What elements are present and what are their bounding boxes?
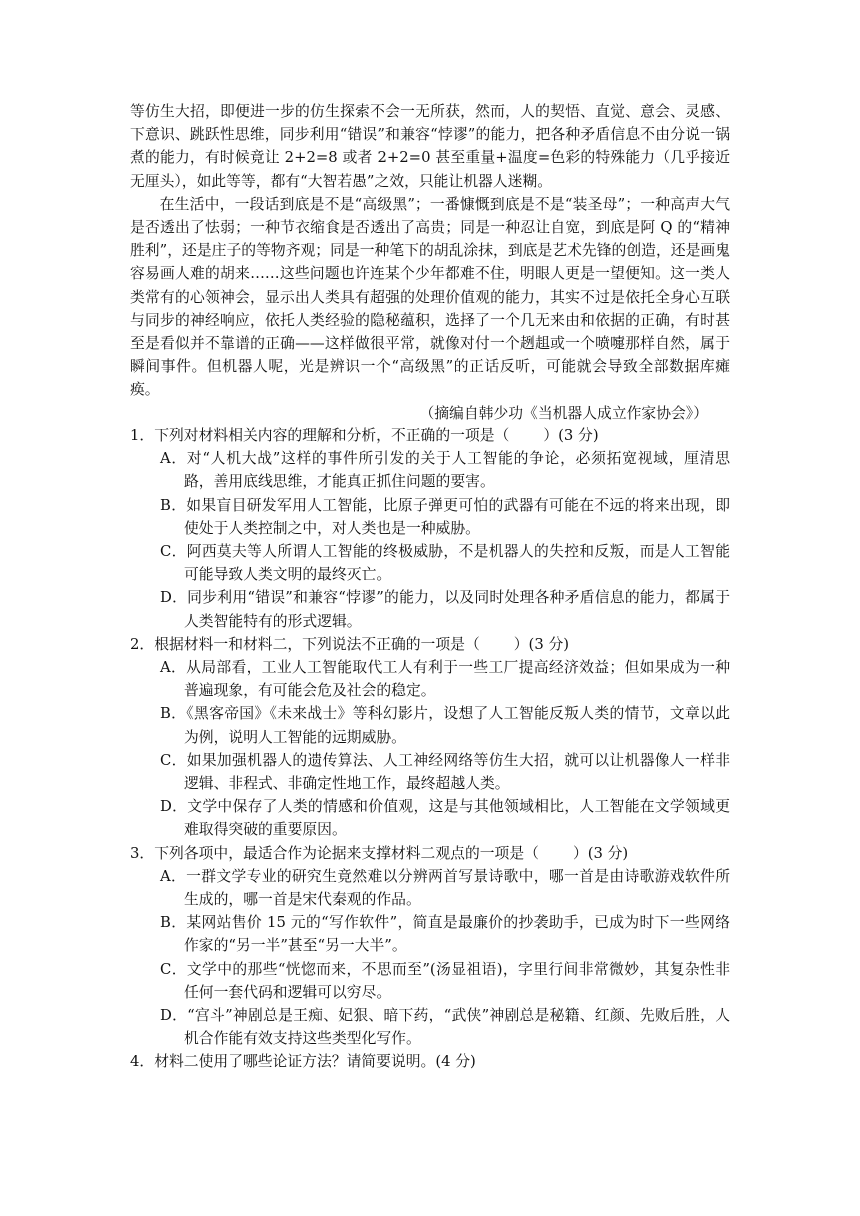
question-score: ）(3 分)	[513, 635, 570, 653]
passage-paragraph-1: 等仿生大招，即便进一步的仿生探索不会一无所获，然而，人的契悟、直觉、意会、灵感、下意识、跳跃性思维，同步利用“错误”和兼容“悖谬”的能力，把各种矛盾信息不由分说一锅煮的能力，有时候竟让 2+2=8 或者 2+2=0 甚至重量+温度=色彩的特殊能力（几乎接近无厘头），如此等等，都有“大智若愚”之效，只能让机器人迷糊。	[130, 103, 730, 190]
question-stem	[130, 424, 730, 447]
option-b: B．《黑客帝国》《未来战士》等科幻影片，设想了人工智能反叛人类的情节，文章以此为例，说明人工智能的远期威胁。	[160, 705, 730, 746]
question-score: ）(3 分)	[572, 844, 629, 862]
passage-paragraph-2: 在生活中，一段话到底是不是“高级黑”；一番慷慨到底是不是“装圣母”；一种高声大气是否透出了怯弱；一种节衣缩食是否透出了高贵；同是一种忍让自宽，到底是阿 Q 的“精神胜利”，还是庄子的等物齐观；同是一种笔下的胡乱涂抹，到底是艺术先锋的创造，还是画鬼容易画人难的胡来……这些问题也许连某个少年都难不住，明眼人更是一望便知。这一类人类常有的心领神会，显示出人类具有超强的处理价值观的能力，其实不过是依托全身心互联与同步的神经响应，依托人类经验的隐秘蕴积，选择了一个几无来由和依据的正确，有时甚至是看似并不靠谱的正确——这样做很平常，就像对付一个趔趄或一个喷嚏那样自然，属于瞬间事件。但机器人呢，光是辨识一个“高级黑”的正话反听，可能就会导致全部数据库瘫痪。	[130, 195, 730, 399]
question-stem	[130, 633, 730, 656]
question-stem	[130, 842, 730, 865]
question-score: ）(3 分)	[543, 427, 599, 444]
reading-passage	[130, 100, 730, 425]
option-c: C．如果加强机器人的遗传算法、人工神经网络等仿生大招，就可以让机器像人一样非逻辑、非程式、非确定性地工作，最终超越人类。	[160, 751, 730, 793]
question-list	[130, 424, 730, 1074]
question-3	[130, 842, 730, 1051]
option-a: A．对“人机大战”这样的事件所引发的关于人工智能的争论，必须拓宽视域，厘清思路，善用底线思维，才能真正抓住问题的要害。	[160, 450, 730, 491]
passage-source: （摘编自韩少功《当机器人成立作家协会》）	[419, 404, 708, 422]
question-stem: 4．材料二使用了哪些论证方法？请简要说明。(4 分)	[130, 1053, 476, 1071]
option-a: A．从局部看，工业人工智能取代工人有利于一些工厂提高经济效益；但如果成为一种普遍现象，有可能会危及社会的稳定。	[160, 659, 730, 700]
question-1	[130, 424, 730, 633]
option-c: C．文学中的那些“恍惚而来，不思而至”(汤显祖语)，字里行间非常微妙，其复杂性非任何一套代码和逻辑可以穷尽。	[160, 960, 730, 1001]
option-d: D．同步利用“错误”和兼容“悖谬”的能力，以及同时处理各种矛盾信息的能力，都属于人类智能特有的形式逻辑。	[160, 589, 730, 630]
option-a: A．一群文学专业的研究生竟然难以分辨两首写景诗歌中，哪一首是由诗歌游戏软件所生成的，哪一首是宋代秦观的作品。	[160, 867, 730, 909]
question-stem-text: 3．下列各项中，最适合作为论据来支撑材料二观点的一项是（	[130, 844, 539, 862]
question-4	[130, 1050, 730, 1073]
question-2	[130, 633, 730, 842]
question-stem-text: 1．下列对材料相关内容的理解和分析，不正确的一项是（	[130, 427, 510, 444]
option-b: B．某网站售价 15 元的“写作软件”，简直是最廉价的抄袭助手，已成为时下一些网络作家的“另一半”甚至“另一大半”。	[160, 914, 730, 955]
option-c: C．阿西莫夫等人所谓人工智能的终极威胁，不是机器人的失控和反叛，而是人工智能可能导致人类文明的最终灭亡。	[160, 543, 730, 584]
option-b: B．如果盲目研发军用人工智能，比原子弹更可怕的武器有可能在不远的将来出现，即使处于人类控制之中，对人类也是一种威胁。	[160, 496, 730, 537]
option-d: D．文学中保存了人类的情感和价值观，这是与其他领域相比，人工智能在文学领域更难取得突破的重要原因。	[160, 798, 730, 839]
question-stem-text: 2．根据材料一和材料二，下列说法不正确的一项是（	[130, 635, 480, 653]
option-d: D．“宫斗”神剧总是王痴、妃狠、暗下药，“武侠”神剧总是秘籍、红颜、先败后胜，人机合作能有效支持这些类型化写作。	[160, 1007, 730, 1048]
